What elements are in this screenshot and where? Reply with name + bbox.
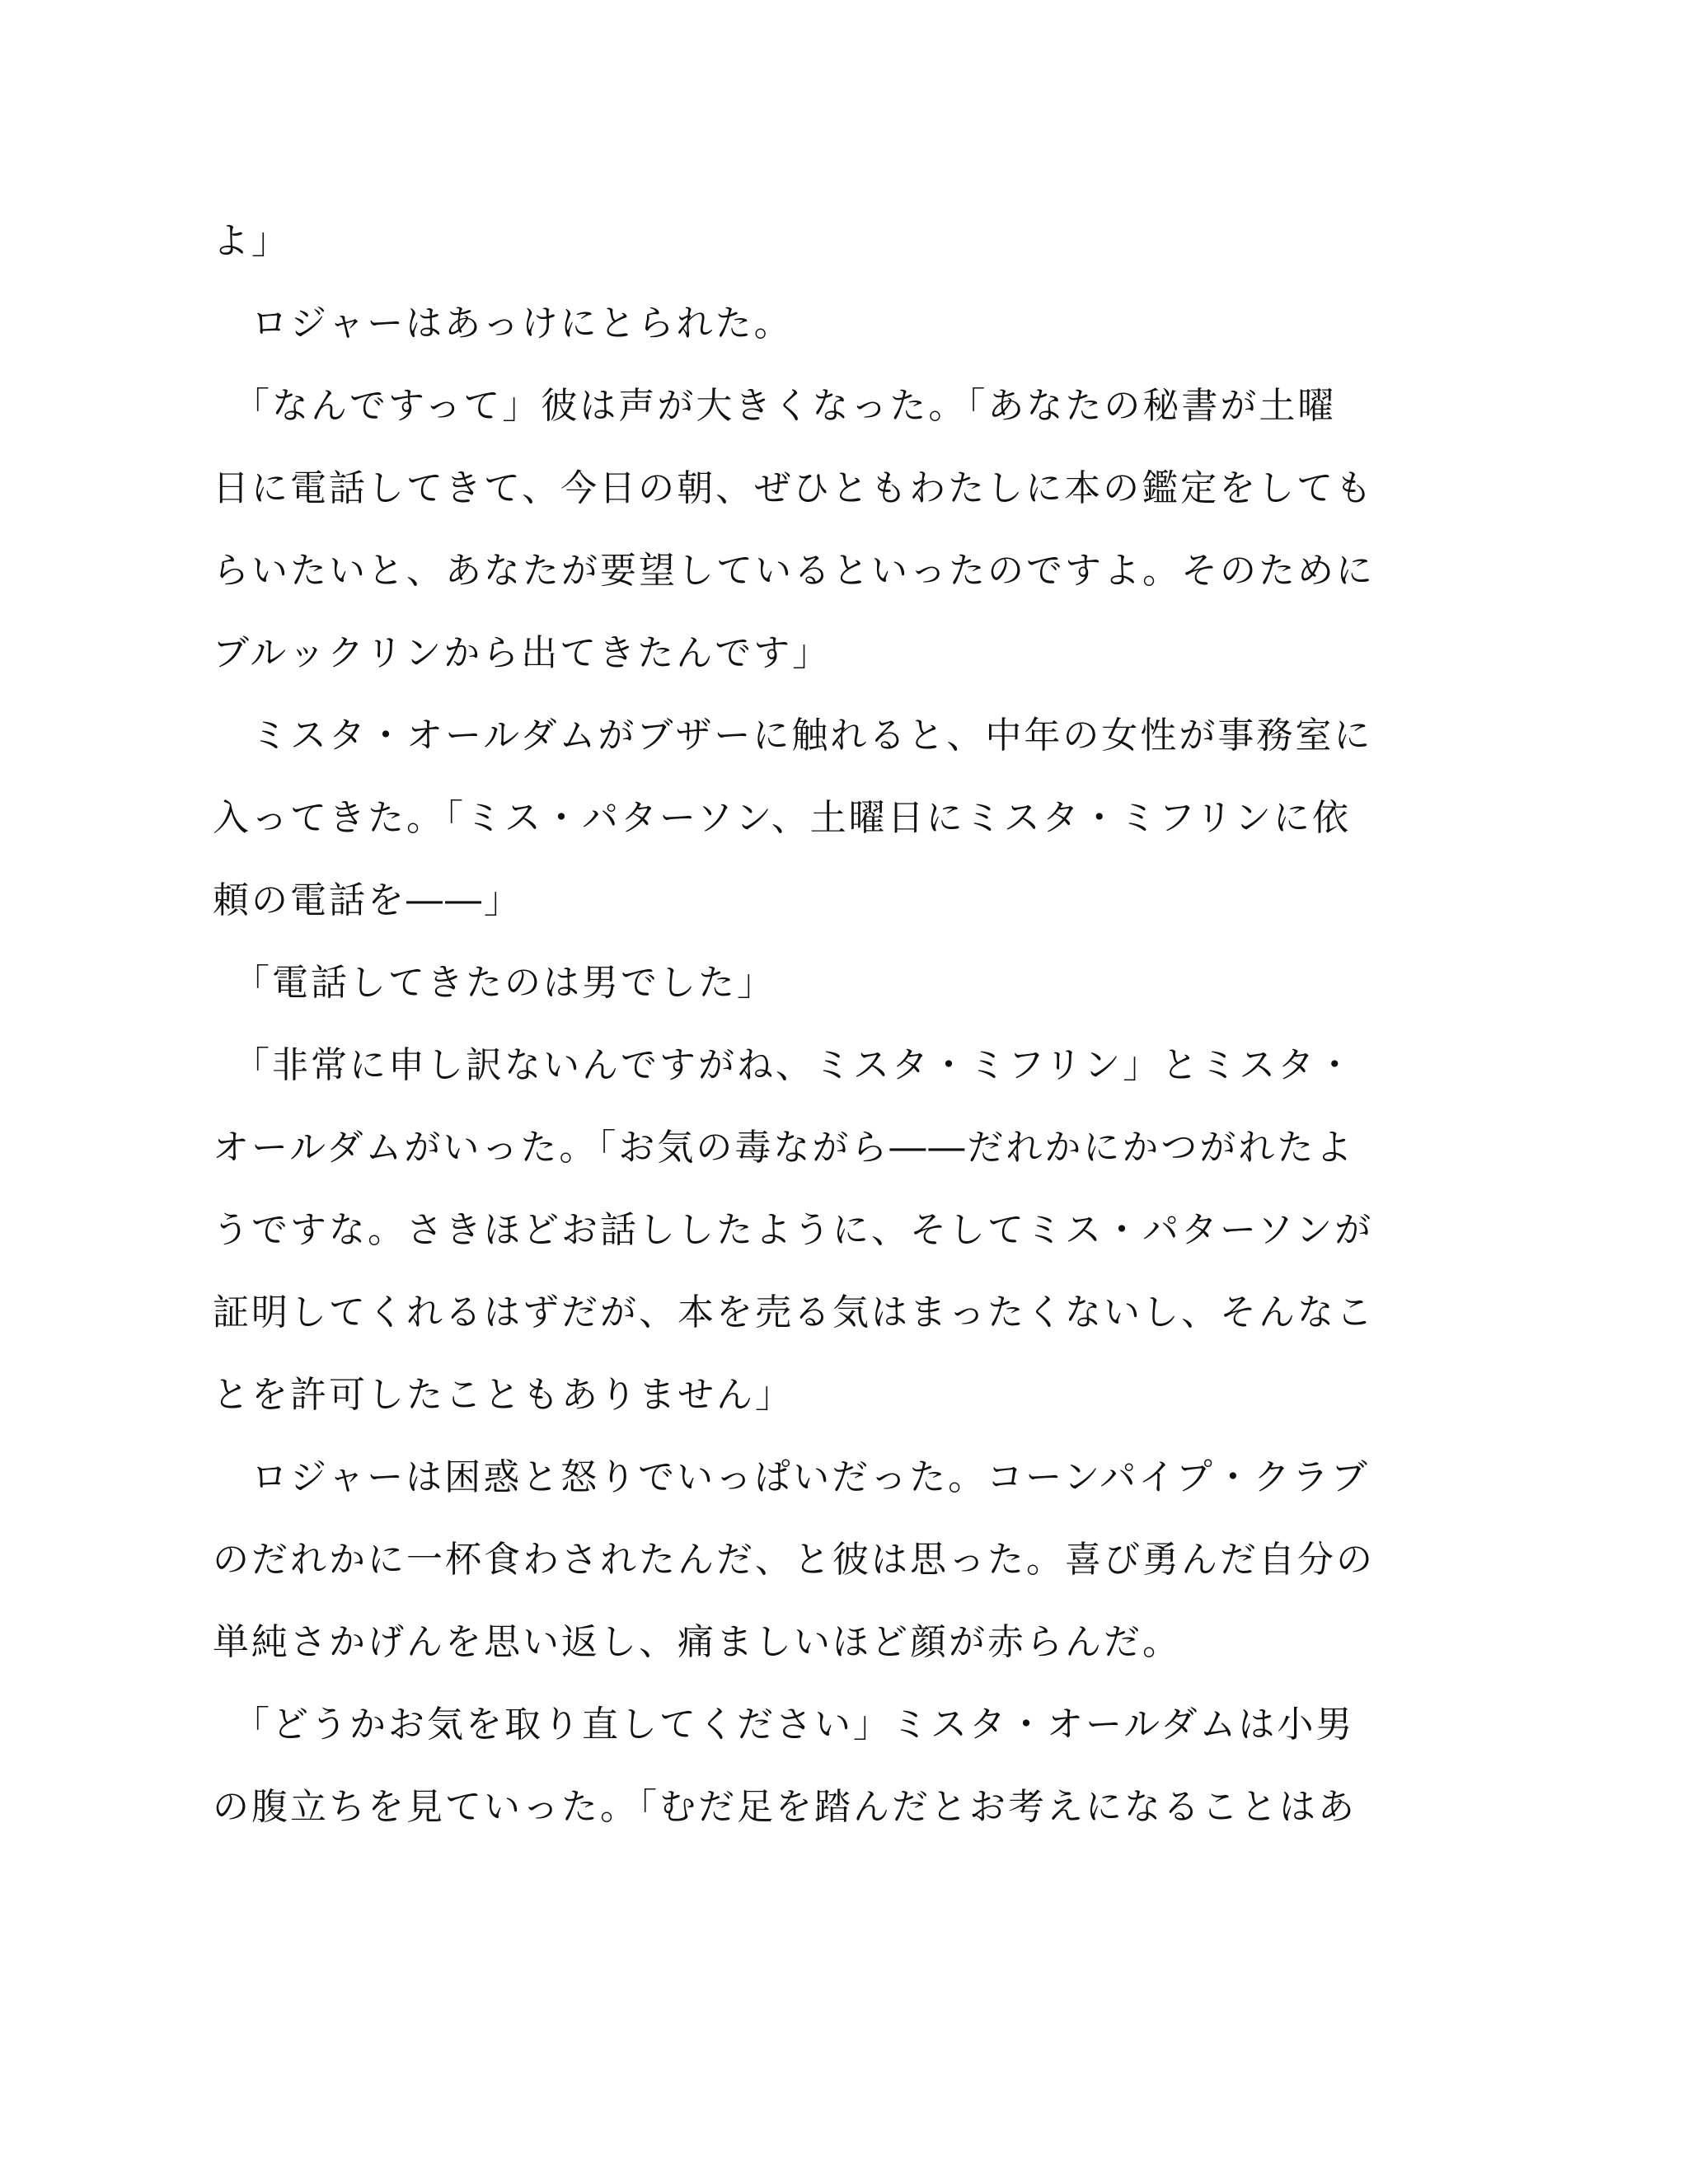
text-line: 「非常に申し訳ないんですがね、ミスタ・ミフリン」とミスタ・ bbox=[213, 1044, 1356, 1086]
text-line: ミスタ・オールダムがブザーに触れると、中年の女性が事務室に bbox=[213, 715, 1373, 757]
body-text bbox=[213, 200, 1449, 1849]
text-line: ブルックリンから出てきたんです」 bbox=[213, 632, 832, 674]
text-line: 単純さかげんを思い返し、痛ましいほど顔が赤らんだ。 bbox=[213, 1621, 1181, 1663]
text-line: うですな。さきほどお話ししたように、そしてミス・パターソンが bbox=[213, 1209, 1374, 1251]
text-line: とを許可したこともありません」 bbox=[213, 1374, 794, 1416]
text-line: 日に電話してきて、今日の朝、ぜひともわたしに本の鑑定をしても bbox=[213, 467, 1375, 509]
text-line: ロジャーは困惑と怒りでいっぱいだった。コーンパイプ・クラブ bbox=[213, 1456, 1370, 1498]
text-line: 証明してくれるはずだが、本を売る気はまったくないし、そんなこ bbox=[213, 1291, 1375, 1333]
text-line: ロジャーはあっけにとられた。 bbox=[213, 302, 793, 344]
text-line: のだれかに一杯食わされたんだ、と彼は思った。喜び勇んだ自分の bbox=[213, 1539, 1375, 1581]
text-line: 頼の電話を――」 bbox=[213, 879, 523, 921]
text-line: 「なんですって」彼は声が大きくなった。「あなたの秘書が土曜 bbox=[213, 385, 1337, 427]
text-line: 「どうかお気を取り直してください」ミスタ・オールダムは小男 bbox=[213, 1704, 1355, 1746]
text-line: の腹立ちを見ていった。「むだ足を踏んだとお考えになることはあ bbox=[213, 1786, 1357, 1828]
text-line: らいたいと、あなたが要望しているといったのですよ。そのために bbox=[213, 550, 1375, 592]
text-line: オールダムがいった。「お気の毒ながら――だれかにかつがれたよ bbox=[213, 1127, 1355, 1169]
text-line: よ」 bbox=[213, 220, 290, 262]
text-line: 「電話してきたのは男でした」 bbox=[213, 962, 776, 1004]
text-line: 入ってきた。「ミス・パターソン、土曜日にミスタ・ミフリンに依 bbox=[213, 797, 1351, 839]
